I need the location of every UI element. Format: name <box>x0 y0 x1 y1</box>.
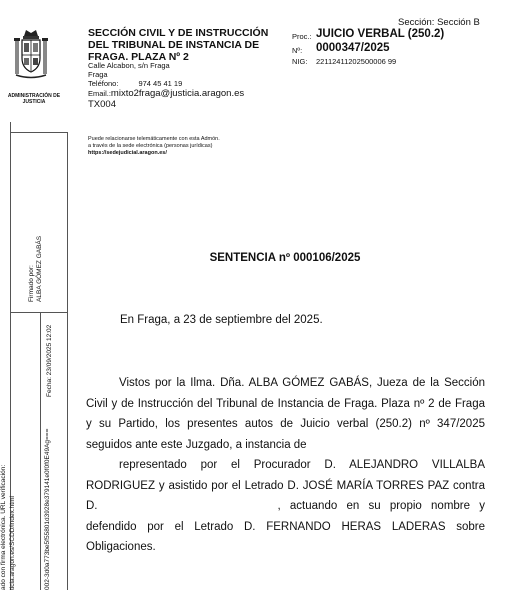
seccion-label: Sección: Sección B <box>398 17 480 28</box>
sentence-title: SENTENCIA nº 000106/2025 <box>209 252 361 264</box>
address-line1: Calle Alcabon, s/n Fraga <box>88 61 170 70</box>
email-link[interactable]: mixto2fraga@justicia.aragon.es <box>110 88 245 99</box>
proc-label: Proc.: <box>292 32 312 41</box>
nig-label: NIG: <box>292 57 308 66</box>
signature-date: Fecha: 23/09/2025 12:02 <box>46 324 53 397</box>
sentence-body <box>86 373 485 558</box>
address-line2: Fraga <box>88 70 108 79</box>
logo-caption: ADMINISTRACIÓN DE JUSTICIA <box>7 93 61 105</box>
csv-code: 002-3d0a773be5f55801d3928e379141e0f0f0E49Ag=== <box>44 428 51 590</box>
verification-text-1: ado con firma electrónica. URL verificación: <box>0 464 7 590</box>
place-date: En Fraga, a 23 de septiembre del 2025. <box>120 314 323 326</box>
number-value: 0000347/2025 <box>316 42 390 54</box>
proc-value: JUICIO VERBAL (250.2) <box>316 28 445 40</box>
sidebar-divider <box>40 312 41 590</box>
body-paragraph-3: , actuando en su propio nombre y defendido por el Letrado D. FERNANDO HERAS LADERAS sobre Obligaciones. <box>86 500 485 553</box>
sidebar-divider <box>10 132 68 133</box>
notice-line2: a través de la sede electrónica (personas jurídicas) <box>88 143 213 149</box>
email-row <box>88 88 244 99</box>
spain-coat-of-arms-icon <box>14 28 48 84</box>
phone-value: 974 45 41 19 <box>138 79 183 88</box>
sidebar-divider <box>10 312 68 313</box>
document-code: TX004 <box>88 99 116 110</box>
body-paragraph-2: representado por el Procurador D. ALEJANDRO VILLALBA RODRIGUEZ y asistido por el Letrado D. JOSÉ MARÍA TORRES PAZ contra D. <box>86 459 485 512</box>
signer-name: ALBA GÓMEZ GABÁS <box>36 235 43 302</box>
nig-value: 22112411202500006 99 <box>316 57 397 66</box>
signature-sidebar <box>0 122 68 590</box>
signed-by-label: Firmado por: <box>28 265 35 302</box>
electronic-notice <box>88 136 220 157</box>
email-label: Email.: <box>88 89 111 98</box>
phone-label: Teléfono: <box>88 79 119 88</box>
number-label: Nº: <box>292 46 303 55</box>
sidebar-divider <box>67 132 68 590</box>
notice-link[interactable]: https://sedejudicial.aragon.es/ <box>88 150 167 156</box>
verification-url[interactable]: ticia.aragon.es/SCDD/index.html <box>9 496 16 590</box>
court-name: SECCIÓN CIVIL Y DE INSTRUCCIÓN DEL TRIBUNAL DE INSTANCIA DE FRAGA. PLAZA Nº 2 <box>88 27 269 63</box>
body-paragraph-1: Vistos por la Ilma. Dña. ALBA GÓMEZ GABÁS, Jueza de la Sección Civil y de Instrucción del Tribunal de Instancia de Fraga. Plaza nº 2 de Fraga y su Partido, los presentes autos de Juicio verbal (250.2) nº 347/2025 seguidos ante este Juzgado, a instancia de <box>86 377 485 451</box>
notice-line1: Puede relacionarse telemáticamente con esta Admón. <box>88 136 220 142</box>
